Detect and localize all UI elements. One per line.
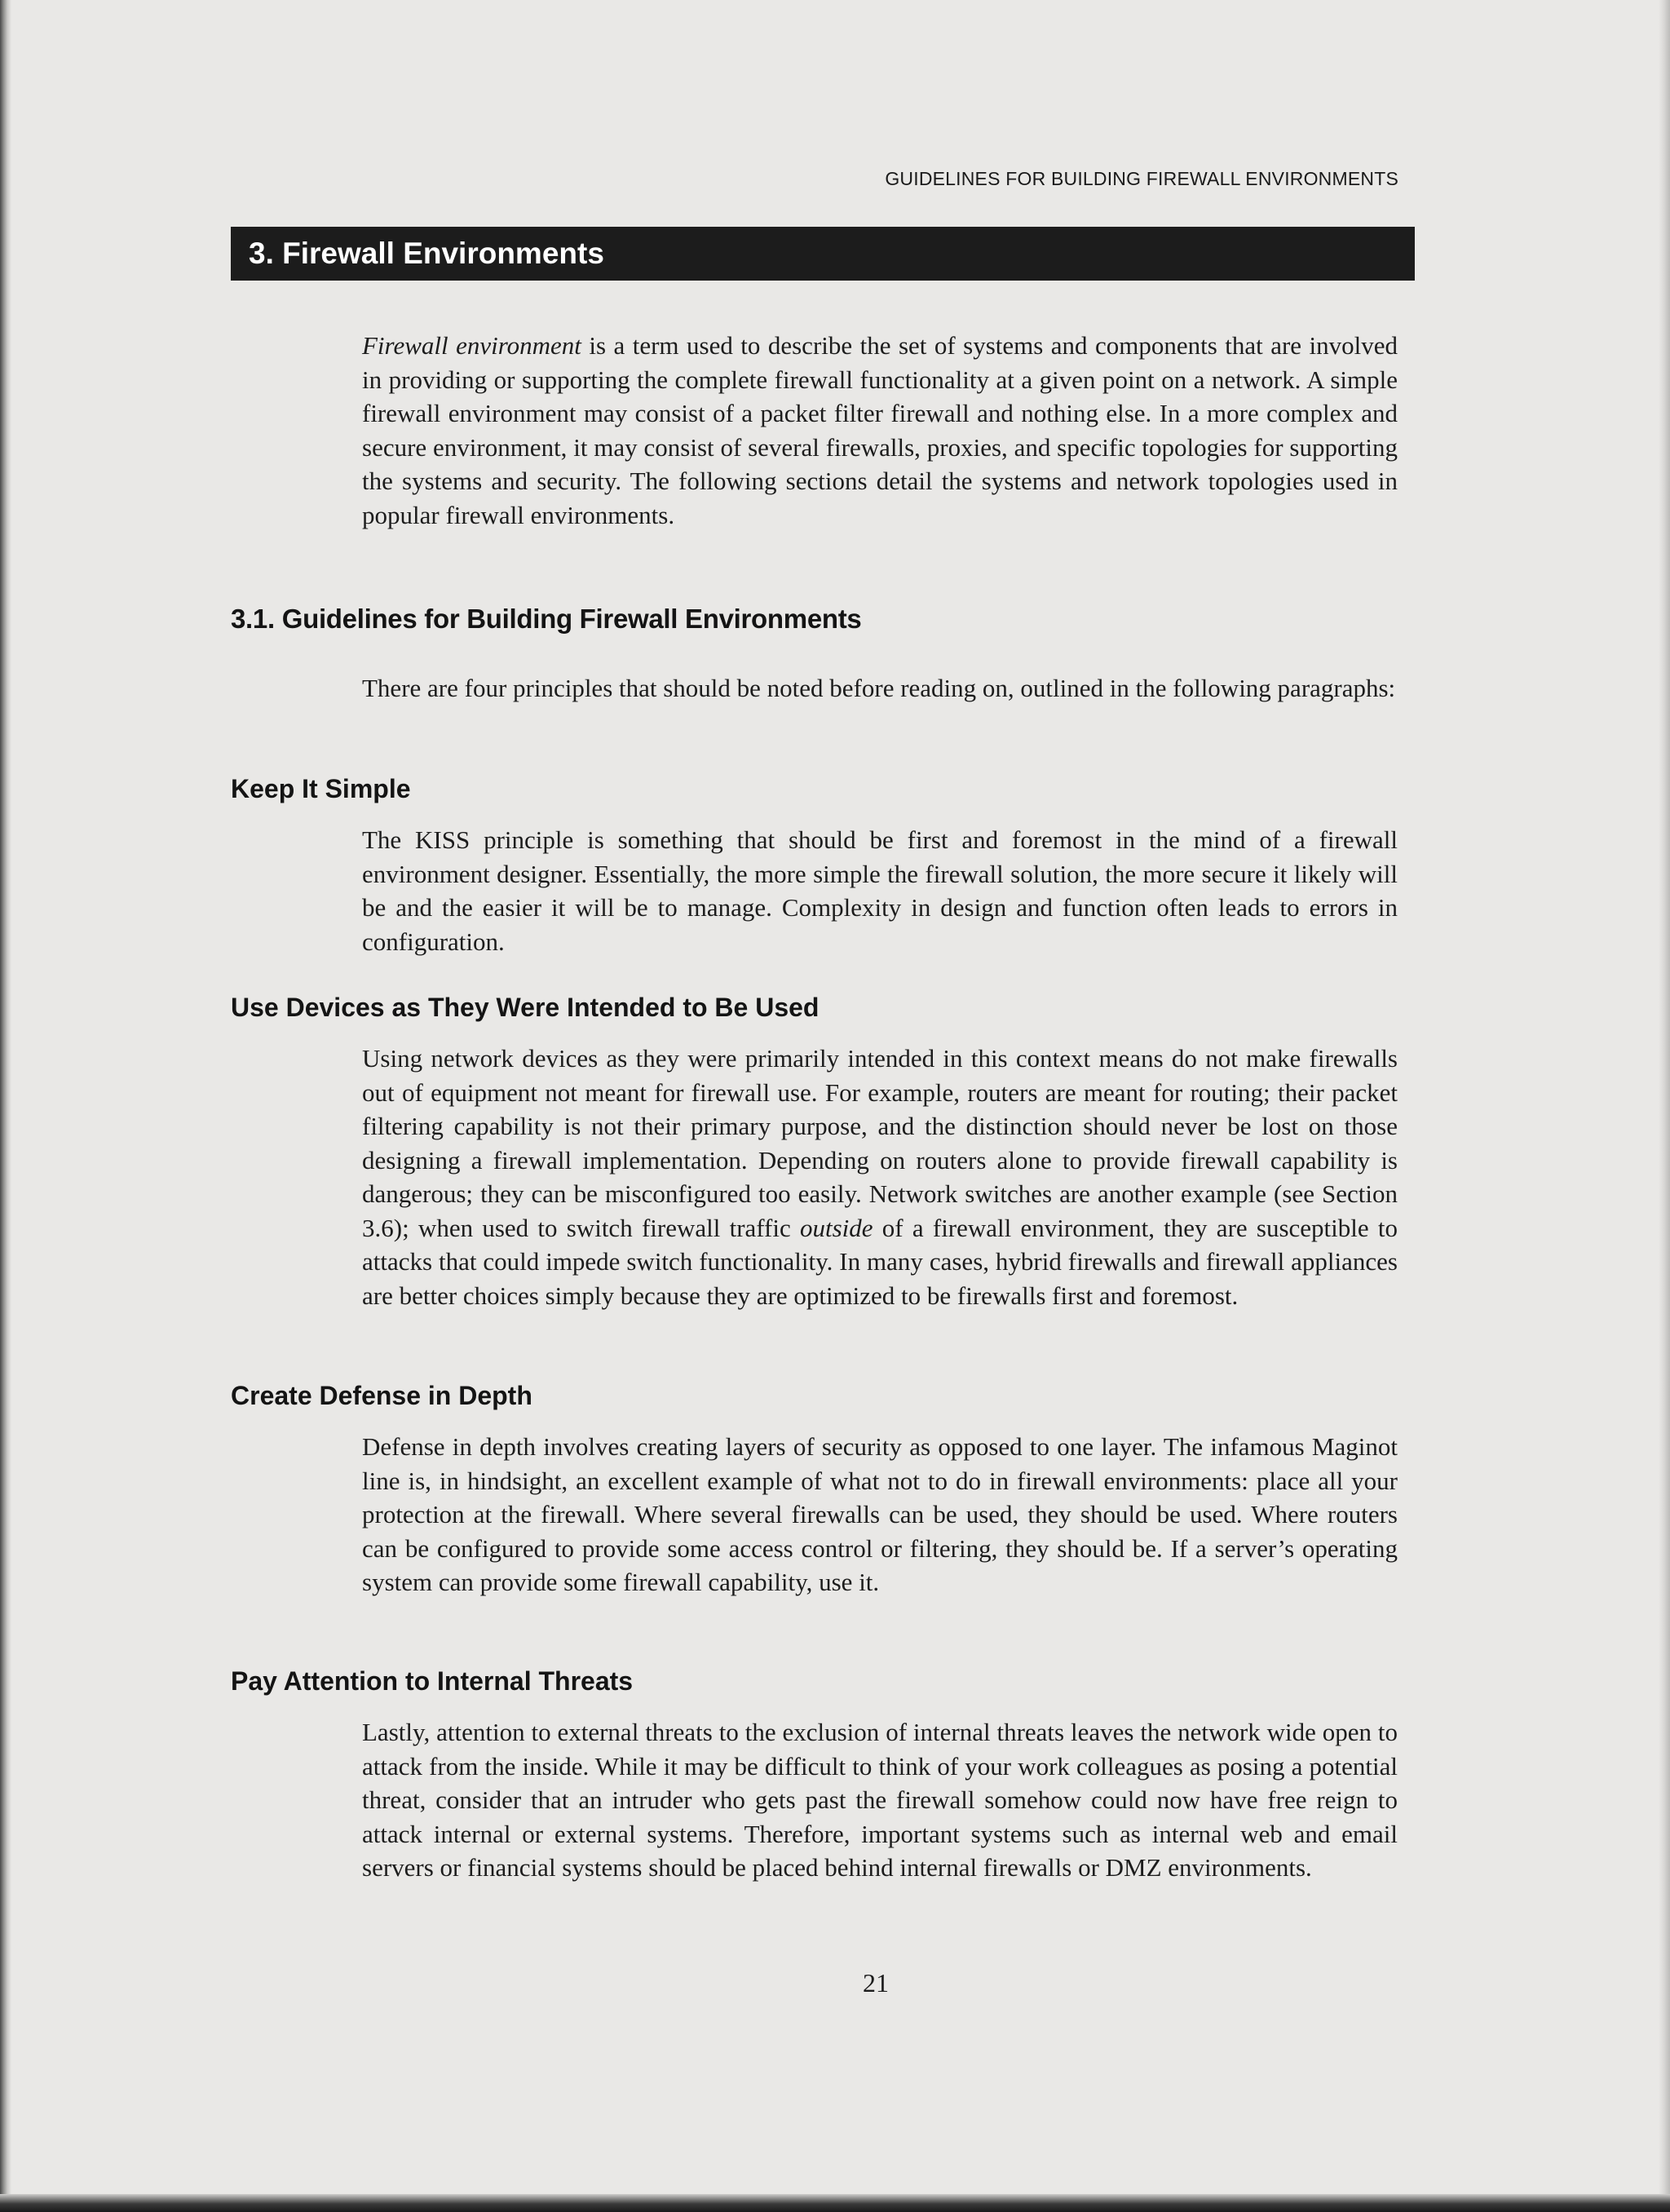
principle-paragraph-keep-it-simple: The KISS principle is something that should be first and foremost in the mind of a firewall environment designer. Essentially, the more simple the firewall solution, the more secure it likely will be and the easier it will be to manage. Complexity in design and function often leads to errors in configuration. [362, 825, 1398, 956]
principle-paragraph-internal-threats: Lastly, attention to external threats to the exclusion of internal threats leaves the network wide open to attack from the inside. While it may be difficult to think of your work colleagues as posing a potential threat, consider that an intruder who gets past the firewall somehow could now have free reign to attack internal or external systems. Therefore, important systems such as internal web and email servers or financial systems should be placed behind internal firewalls or DMZ environments. [362, 1718, 1398, 1882]
use-devices-text-before: Using network devices as they were primarily intended in this context means do not make firewalls out of equipment not meant for firewall use. For example, routers are meant for routing; their packet filtering capability is not their primary purpose, and the distinction should never be lost on those designing a firewall implementation. Depending on routers alone to provide firewall capability is dangerous; they can be misconfigured too easily. Network switches are another example (see Section 3.6); when used to switch firewall traffic [362, 1044, 1398, 1242]
running-header: GUIDELINES FOR BUILDING FIREWALL ENVIRONMENTS [885, 168, 1398, 189]
use-devices-emphasis: outside [799, 1213, 873, 1242]
intro-text: is a term used to describe the set of systems and components that are involved in providing or supporting the complete firewall functionality at a given point on a network. A simple firewall environment may consist of a packet filter firewall and nothing else. In a more complex and secure environment, it may consist of several firewalls, proxies, and specific topologies for supporting the systems and security. The following sections detail the systems and network topologies used in popular firewall environments. [362, 331, 1398, 529]
principle-heading-use-devices: Use Devices as They Were Intended to Be Used [231, 993, 820, 1022]
principle-heading-defense-in-depth: Create Defense in Depth [231, 1381, 532, 1410]
principle-heading-internal-threats: Pay Attention to Internal Threats [231, 1666, 634, 1696]
page-bottom-edge [0, 2194, 1670, 2212]
page-number: 21 [863, 1968, 889, 1997]
book-spine-shadow [0, 0, 11, 2212]
section-title: 3. Firewall Environments [231, 227, 1415, 281]
section-intro-paragraph [362, 329, 1398, 532]
intro-term: Firewall environment [362, 331, 581, 360]
principle-heading-keep-it-simple: Keep It Simple [231, 774, 411, 803]
use-devices-text-after: of a firewall environment, they are susceptible to attacks that could impede switch functionality. In many cases, hybrid firewalls and firewall appliances are better choices simply because they are optimized to be firewalls first and foremost. [362, 1213, 1398, 1310]
principle-paragraph-use-devices [362, 1042, 1398, 1312]
principle-paragraph-defense-in-depth: Defense in depth involves creating layers of security as opposed to one layer. The infamous Maginot line is, in hindsight, an excellent example of what not to do in firewall environments: place all your protection at the firewall. Where several firewalls can be used, they should be used. Where routers can be configured to provide some access control or filtering, they should be. If a server’s operating system can provide some firewall capability, use it. [362, 1432, 1398, 1596]
page-edge-shadow [1659, 0, 1670, 2212]
subsection-title: 3.1. Guidelines for Building Firewall Environments [231, 604, 862, 634]
subsection-intro-paragraph: There are four principles that should be noted before reading on, outlined in the following paragraphs: [362, 674, 1396, 702]
